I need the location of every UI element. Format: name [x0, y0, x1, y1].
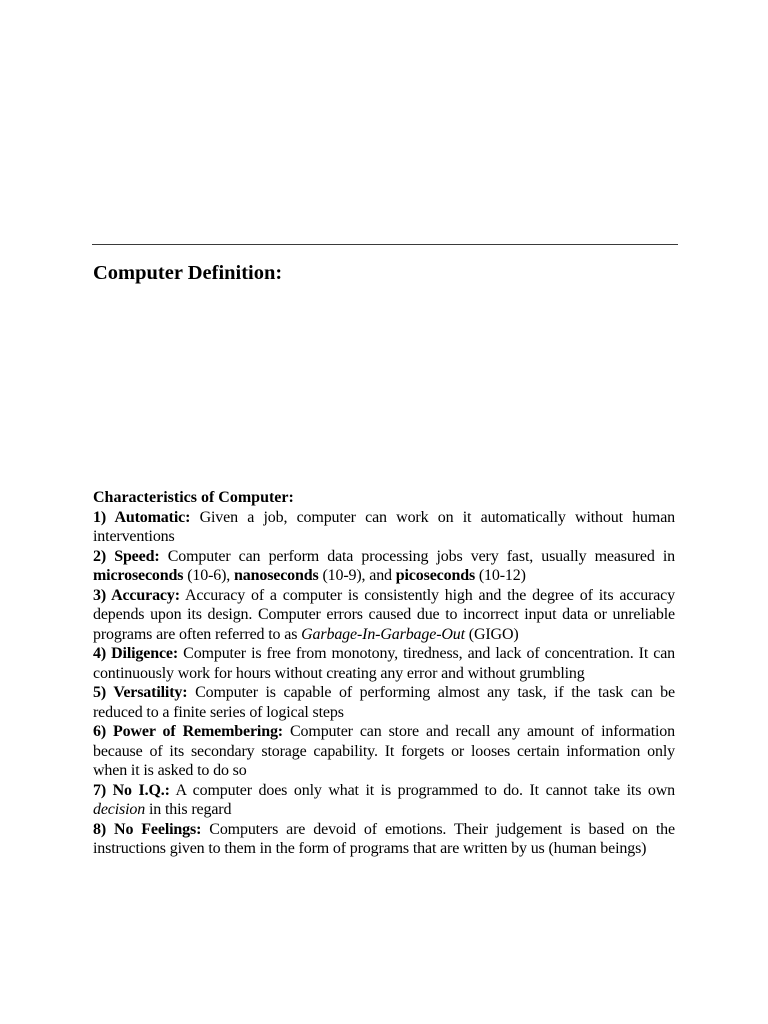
item-heading: 8) No Feelings: — [93, 820, 202, 838]
item-text: Computer can store and recall any amount of information because of its secondary storage capability. It forgets or looses certain information only when it is asked to do so — [93, 723, 675, 779]
list-item-no-feelings — [93, 820, 675, 859]
item-heading: 2) Speed: — [93, 547, 160, 565]
list-item-speed — [93, 547, 675, 586]
item-heading: 3) Accuracy: — [93, 586, 180, 604]
item-heading: 5) Versatility: — [93, 684, 188, 701]
item-text: Computer is free from monotony, tiredness, and lack of concentration. It can continuously work for hours without creating any error and without grumbling — [93, 645, 675, 682]
item-text: A computer does only what it is programmed to do. It cannot take its own — [175, 781, 676, 799]
list-item-diligence — [93, 644, 675, 683]
page-title: Computer Definition: — [93, 262, 283, 284]
section-heading: Characteristics of Computer: — [93, 489, 294, 506]
item-text: Accuracy of a computer is consistently high and the degree of its accuracy depends upon its design. Computer errors caused due to incorrect input data or unreliable programs are often referred to as — [93, 586, 675, 643]
item-heading: 1) Automatic: — [93, 508, 191, 526]
list-item-versatility — [93, 683, 675, 722]
item-text: Computer can perform data processing jobs very fast, usually measured in — [167, 547, 675, 565]
item-heading: 6) Power of Remembering: — [93, 723, 283, 740]
item-text: Computer is capable of performing almost any task, if the task can be reduced to a finite series of logical steps — [93, 684, 675, 721]
item-term-nanoseconds: nanoseconds — [234, 567, 319, 584]
item-text: in this regard — [148, 801, 232, 818]
characteristics-list — [93, 508, 675, 859]
list-item-power-of-remembering — [93, 722, 675, 781]
characteristics-section — [93, 488, 675, 859]
list-item-automatic — [93, 508, 675, 547]
item-term-microseconds: microseconds — [93, 567, 184, 584]
item-text: (10-9), and — [322, 567, 392, 584]
item-text: Given a job, computer can work on it automatically without human interventions — [93, 508, 675, 545]
item-heading: 7) No I.Q.: — [93, 781, 170, 799]
item-text: (10-12) — [478, 567, 526, 584]
item-emphasis: decision — [93, 801, 146, 818]
item-text: (GIGO) — [468, 625, 519, 643]
item-term-picoseconds: picoseconds — [395, 567, 476, 584]
item-text: (10-6), — [187, 567, 231, 584]
horizontal-rule — [92, 244, 678, 245]
list-item-accuracy — [93, 586, 675, 645]
list-item-no-iq — [93, 781, 675, 820]
item-text: Computers are devoid of emotions. Their judgement is based on the instructions given to them in the form of programs that are written by us (human beings) — [93, 820, 675, 857]
item-heading: 4) Diligence: — [93, 645, 179, 662]
item-emphasis: Garbage-In-Garbage-Out — [301, 625, 465, 643]
